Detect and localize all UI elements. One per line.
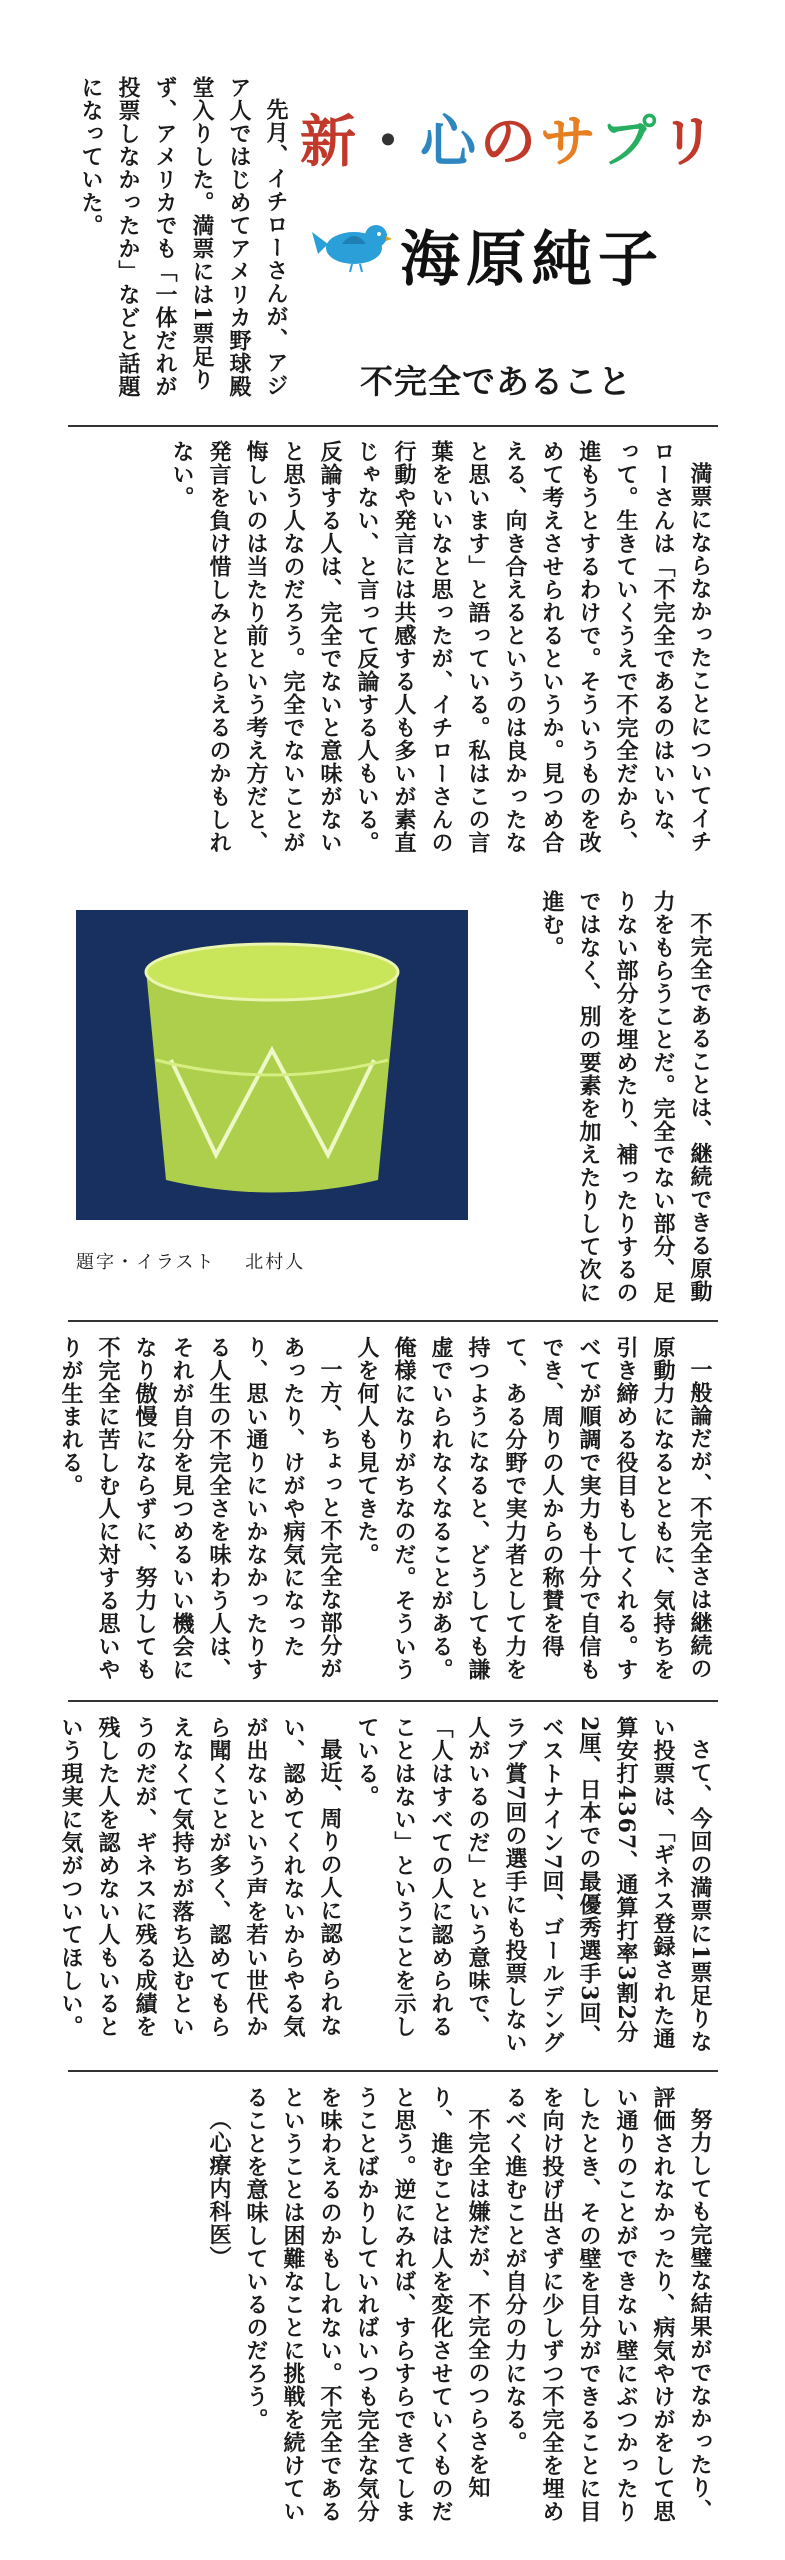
body-tier-3 [58, 1336, 718, 1688]
drum-illustration [76, 910, 468, 1220]
intro-paragraph: 先月、イチローさんが、アジア人ではじめてアメリカ野球殿堂入りした。満票には1票足りず、アメリカでも「一体だれが投票しなかったか」などと話題になっていた。 [78, 76, 289, 398]
body-tier-4 [58, 1716, 718, 2056]
author-name: 海原純子 [400, 225, 664, 295]
paragraph: さて、今回の満票に1票足りない投票は、「ギネス登録された通算安打4367、通算打率3割2分2厘、日本での最優秀選手3回、ベストナイン7回、ゴールデングラブ賞7回の選手にも投票しない人がいるのだ」という意味で、「人はすべての人に認められることはない」ということを示している。 [354, 1716, 713, 2055]
series-char: ・ [360, 110, 420, 175]
paragraph: 最近、周りの人に認められない、認めてくれないからやる気が出ないという声を若い世代から聞くことが多く、認めてもらえなくて気持ちが落ち込むというのだが、ギネスに残る成績を残した人を認めない人もいるという現実に気がついてほしい。 [58, 1716, 343, 2038]
column-rule [68, 425, 718, 427]
column-rule [68, 1320, 718, 1322]
paragraph: 努力しても完璧な結果がでなかったり、評価されなかったり、病気やけがをして思い通りのことができない壁にぶつかったりしたとき、その壁を目分ができることに目を向け投げ出さずに少しずつ不完全を埋めるべく進むことが自分の力になる。 [502, 2086, 713, 2523]
intro-text [68, 76, 294, 406]
illustration-caption [76, 1248, 327, 1274]
paragraph: 満票にならなかったことについてイチローさんは「不完全であるのはいいな、って。生きていくうえで不完全だから、進もうとするわけで。そういうものを改めて考えさせられるというか。見つめ合える、向き合えるというのは良かったなと思います」と語っている。私はこの言葉をいいなと思ったが、イチローさんの行動や発言には共感する人も多いが素直じゃない、と言って反論する人もいる。反論する人は、完全でないと意味がないと思う人なのだろう。完全でないことが悔しいのは当たり前という考え方だと、発言を負け惜しみととらえるのかもしれない。 [169, 440, 713, 854]
body-tier-5 [68, 2086, 718, 2526]
paragraph: 不完全は嫌だが、不完全のつらさを知り、進むことは人を変化させていくものだと思う。逆にみれば、すらすらできてしまうことばかりしていればいつも完全な気分を味わえるのかもしれない。不完全であるということは困難なことに挑戦を続けていることを意味しているのだろう。 [243, 2086, 491, 2523]
series-char: サ [540, 110, 600, 175]
column-rule [68, 1700, 718, 1702]
paragraph: 一般論だが、不完全さは継続の原動力になるとともに、気持ちを引き締める役目もしてくれる。すべてが順調で実力も十分で自信もでき、周りの人からの称賛を得て、ある分野で実力者として力を持つようになると、どうしても謙虚でいられなくなることがある。俺様になりがちなのだ。そういう人を何人も見てきた。 [354, 1336, 713, 1681]
series-char: 心 [420, 110, 480, 175]
series-char: 新 [300, 110, 360, 175]
caption-name: 北村人 [245, 1252, 306, 1273]
caption-label: 題字・イラスト [76, 1252, 216, 1273]
series-char: プ [600, 110, 660, 175]
series-char: リ [660, 110, 720, 175]
paragraph: 一方、ちょっと不完全な部分があったり、けがや病気になったり、思い通りにいかなかったりする人生の不完全さを味わう人は、それが自分を見つめるいい機会になり傲慢にならずに、努力しても不完全に苦しむ人に対する思いやりが生まれる。 [58, 1336, 343, 1681]
article-headline: 不完全であること [360, 362, 632, 401]
series-title [300, 98, 720, 178]
bird-icon [312, 214, 392, 274]
series-char: の [480, 110, 540, 175]
body-tier-1 [68, 440, 718, 870]
paragraph: 不完全であることは、継続できる原動力をもらうことだ。完全でない部分、足りない部分を埋めたり、補ったりするのではなく、別の要素を加えたりして次に進む。 [539, 890, 713, 1304]
signature: （心療内科医） [206, 2108, 232, 2269]
column-rule [68, 2070, 718, 2072]
body-tier-2 [490, 890, 718, 1310]
